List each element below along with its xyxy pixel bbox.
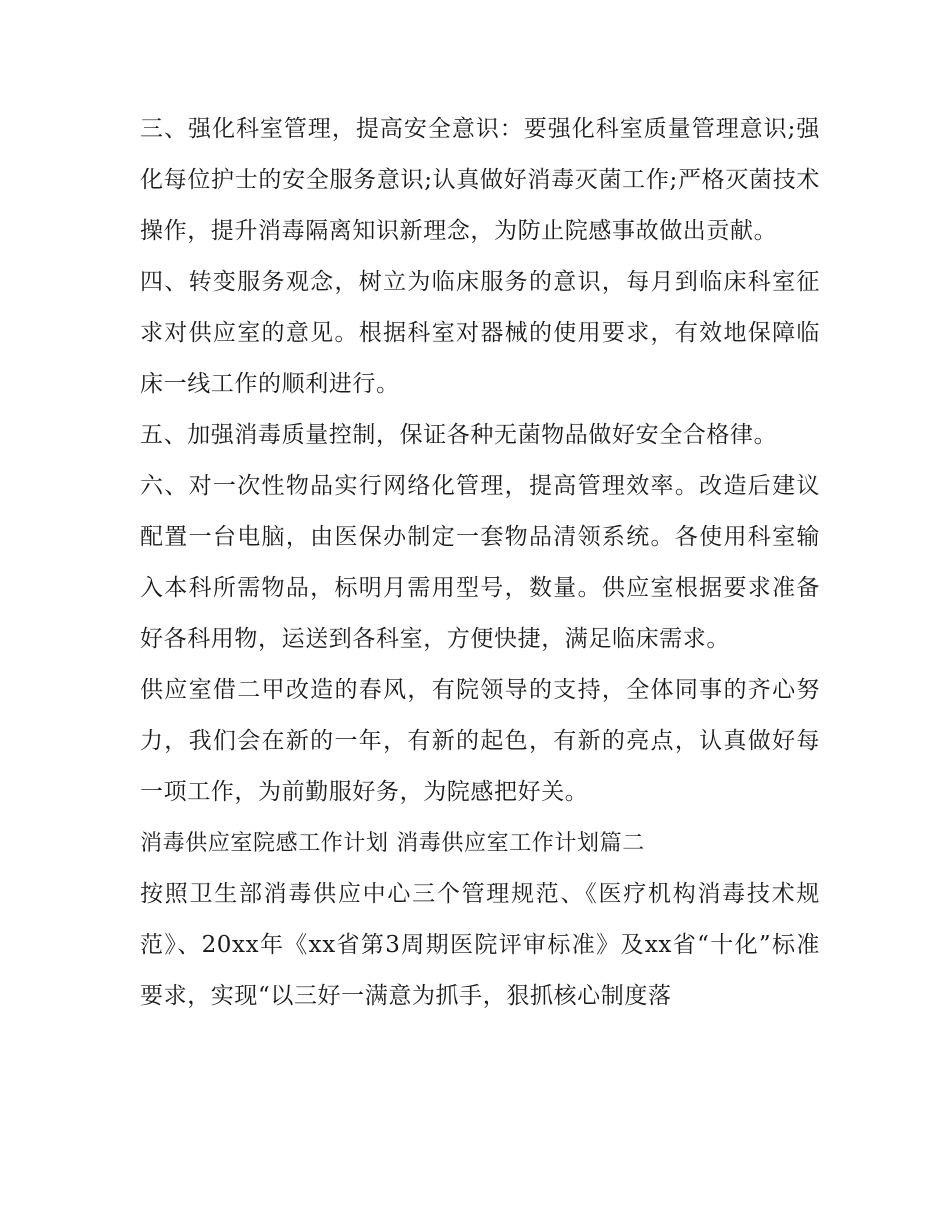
paragraph-service-concept: 四、转变服务观念，树立为临床服务的意识，每月到临床科室征求对供应室的意见。根据科室对器械的使用要求，有效地保障临床一线工作的顺利进行。 [140, 269, 820, 397]
paragraph-disposable-items: 六、对一次性物品实行网络化管理，提高管理效率。改造后建议配置一台电脑，由医保办制定一套物品清领系统。各使用科室输入本科所需物品，标明月需用型号，数量。供应室根据要求准备好各科用物，运送到各科室，方便快捷，满足临床需求。 [140, 473, 820, 652]
paragraph-summary: 供应室借二甲改造的春风，有院领导的支持，全体同事的齐心努力，我们会在新的一年，有新的起色，有新的亮点，认真做好每一项工作，为前勤服好务，为院感把好关。 [140, 677, 820, 805]
section-heading: 消毒供应室院感工作计划 消毒供应室工作计划篇二 [140, 831, 645, 856]
document-body [140, 104, 820, 1022]
paragraph-closing: 按照卫生部消毒供应中心三个管理规范、《医疗机构消毒技术规范》、20xx年《xx省第3周期医院评审标准》及xx省“十化”标准要求，实现“以三好一满意为抓手，狠抓核心制度落 [140, 881, 820, 1009]
paragraph-quality-control: 五、加强消毒质量控制，保证各种无菌物品做好安全合格律。 [140, 422, 778, 448]
paragraph-strengthen-management: 三、强化科室管理，提高安全意识：要强化科室质量管理意识;强化每位护士的安全服务意识;认真做好消毒灭菌工作;严格灭菌技术操作，提升消毒隔离知识新理念，为防止院感事故做出贡献。 [140, 116, 820, 244]
